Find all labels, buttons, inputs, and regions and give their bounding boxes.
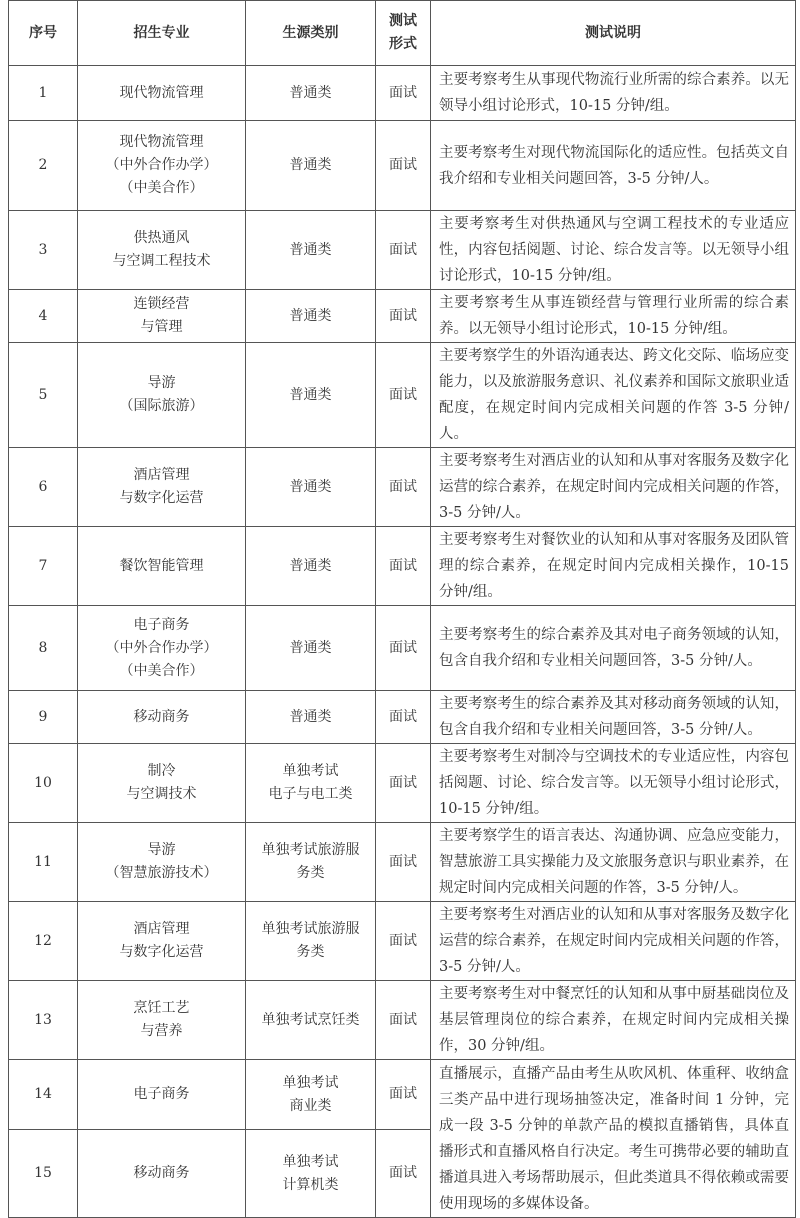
cell-desc: 主要考察学生的语言表达、沟通协调、应急应变能力，智慧旅游工具实操能力及文旅服务意识与职业素养，在规定时间内完成相关问题的作答，3-5 分钟/人。 (431, 823, 796, 902)
cell-major: 电子商务 (78, 1060, 246, 1130)
table-row (9, 981, 796, 1060)
cell-major: 现代物流管理 （中外合作办学） （中美合作） (78, 121, 246, 211)
cell-source: 普通类 (246, 343, 376, 448)
cell-source: 普通类 (246, 691, 376, 744)
cell-major: 移动商务 (78, 1130, 246, 1218)
cell-desc: 主要考察考生对酒店业的认知和从事对客服务及数字化运营的综合素养，在规定时间内完成相关问题的作答，3-5 分钟/人。 (431, 448, 796, 527)
cell-no: 13 (9, 981, 78, 1060)
cell-form: 面试 (376, 1130, 431, 1218)
table-row (9, 902, 796, 981)
cell-source: 单独考试旅游服 务类 (246, 823, 376, 902)
cell-form: 面试 (376, 448, 431, 527)
cell-desc: 主要考察学生的外语沟通表达、跨文化交际、临场应变能力，以及旅游服务意识、礼仪素养和国际文旅职业适配度，在规定时间内完成相关问题的作答 3-5 分钟/人。 (431, 343, 796, 448)
table-row (9, 211, 796, 290)
cell-source: 单独考试 电子与电工类 (246, 744, 376, 823)
header-desc: 测试说明 (431, 1, 796, 66)
cell-major: 连锁经营 与管理 (78, 290, 246, 343)
cell-form: 面试 (376, 343, 431, 448)
cell-no: 12 (9, 902, 78, 981)
cell-major: 现代物流管理 (78, 66, 246, 121)
header-form: 测试 形式 (376, 1, 431, 66)
table-row (9, 691, 796, 744)
admission-test-table (8, 0, 796, 1218)
table-row (9, 66, 796, 121)
cell-source: 普通类 (246, 211, 376, 290)
cell-no: 10 (9, 744, 78, 823)
cell-no: 9 (9, 691, 78, 744)
table-row (9, 527, 796, 606)
cell-major: 导游 （国际旅游） (78, 343, 246, 448)
cell-major: 酒店管理 与数字化运营 (78, 902, 246, 981)
cell-no: 2 (9, 121, 78, 211)
cell-desc: 主要考察考生的综合素养及其对电子商务领域的认知，包含自我介绍和专业相关问题回答，3-5 分钟/人。 (431, 606, 796, 691)
cell-form: 面试 (376, 211, 431, 290)
header-source: 生源类别 (246, 1, 376, 66)
cell-desc: 主要考察考生对酒店业的认知和从事对客服务及数字化运营的综合素养，在规定时间内完成相关问题的作答，3-5 分钟/人。 (431, 902, 796, 981)
cell-desc: 直播展示，直播产品由考生从吹风机、体重秤、收纳盒三类产品中进行现场抽签决定，准备时间 1 分钟，完成一段 3-5 分钟的单款产品的模拟直播销售，具体直播形式和直播风格自行决定。考生可携带必要的辅助直播道具进入考场帮助展示，但此类道具不得依赖或需要使用现场的多媒体设备。 (431, 1060, 796, 1218)
cell-form: 面试 (376, 527, 431, 606)
table-row (9, 744, 796, 823)
cell-major: 电子商务 （中外合作办学） （中美合作） (78, 606, 246, 691)
cell-source: 普通类 (246, 527, 376, 606)
cell-form: 面试 (376, 66, 431, 121)
cell-major: 供热通风 与空调工程技术 (78, 211, 246, 290)
cell-source: 单独考试 商业类 (246, 1060, 376, 1130)
cell-desc: 主要考察考生的综合素养及其对移动商务领域的认知，包含自我介绍和专业相关问题回答，3-5 分钟/人。 (431, 691, 796, 744)
table-row (9, 343, 796, 448)
cell-source: 普通类 (246, 66, 376, 121)
cell-major: 烹饪工艺 与营养 (78, 981, 246, 1060)
cell-form: 面试 (376, 121, 431, 211)
table-row (9, 606, 796, 691)
cell-desc: 主要考察考生对供热通风与空调工程技术的专业适应性，内容包括阅题、讨论、综合发言等。以无领导小组讨论形式，10-15 分钟/组。 (431, 211, 796, 290)
cell-source: 单独考试烹饪类 (246, 981, 376, 1060)
table-row (9, 1060, 796, 1130)
cell-no: 4 (9, 290, 78, 343)
table-row (9, 290, 796, 343)
cell-form: 面试 (376, 902, 431, 981)
cell-source: 单独考试 计算机类 (246, 1130, 376, 1218)
cell-source: 普通类 (246, 121, 376, 211)
cell-form: 面试 (376, 744, 431, 823)
table-row (9, 448, 796, 527)
cell-desc: 主要考察考生从事现代物流行业所需的综合素养。以无领导小组讨论形式，10-15 分钟/组。 (431, 66, 796, 121)
cell-desc: 主要考察考生对制冷与空调技术的专业适应性，内容包括阅题、讨论、综合发言等。以无领导小组讨论形式，10-15 分钟/组。 (431, 744, 796, 823)
cell-form: 面试 (376, 1060, 431, 1130)
cell-form: 面试 (376, 981, 431, 1060)
cell-source: 普通类 (246, 290, 376, 343)
table-row (9, 823, 796, 902)
cell-major: 移动商务 (78, 691, 246, 744)
cell-major: 导游 （智慧旅游技术） (78, 823, 246, 902)
cell-no: 1 (9, 66, 78, 121)
cell-no: 8 (9, 606, 78, 691)
cell-major: 餐饮智能管理 (78, 527, 246, 606)
cell-source: 单独考试旅游服 务类 (246, 902, 376, 981)
cell-desc: 主要考察考生从事连锁经营与管理行业所需的综合素养。以无领导小组讨论形式，10-15 分钟/组。 (431, 290, 796, 343)
header-major: 招生专业 (78, 1, 246, 66)
cell-form: 面试 (376, 691, 431, 744)
header-no: 序号 (9, 1, 78, 66)
cell-major: 制冷 与空调技术 (78, 744, 246, 823)
cell-desc: 主要考察考生对餐饮业的认知和从事对客服务及团队管理的综合素养，在规定时间内完成相关操作，10-15 分钟/组。 (431, 527, 796, 606)
cell-form: 面试 (376, 823, 431, 902)
cell-source: 普通类 (246, 448, 376, 527)
cell-form: 面试 (376, 290, 431, 343)
cell-desc: 主要考察考生对中餐烹饪的认知和从事中厨基础岗位及基层管理岗位的综合素养，在规定时间内完成相关操作，30 分钟/组。 (431, 981, 796, 1060)
table-row (9, 121, 796, 211)
cell-source: 普通类 (246, 606, 376, 691)
cell-no: 14 (9, 1060, 78, 1130)
cell-form: 面试 (376, 606, 431, 691)
cell-desc: 主要考察考生对现代物流国际化的适应性。包括英文自我介绍和专业相关问题回答，3-5 分钟/人。 (431, 121, 796, 211)
cell-no: 5 (9, 343, 78, 448)
cell-no: 3 (9, 211, 78, 290)
cell-no: 7 (9, 527, 78, 606)
cell-no: 11 (9, 823, 78, 902)
cell-no: 15 (9, 1130, 78, 1218)
cell-major: 酒店管理 与数字化运营 (78, 448, 246, 527)
cell-no: 6 (9, 448, 78, 527)
header-row (9, 1, 796, 66)
